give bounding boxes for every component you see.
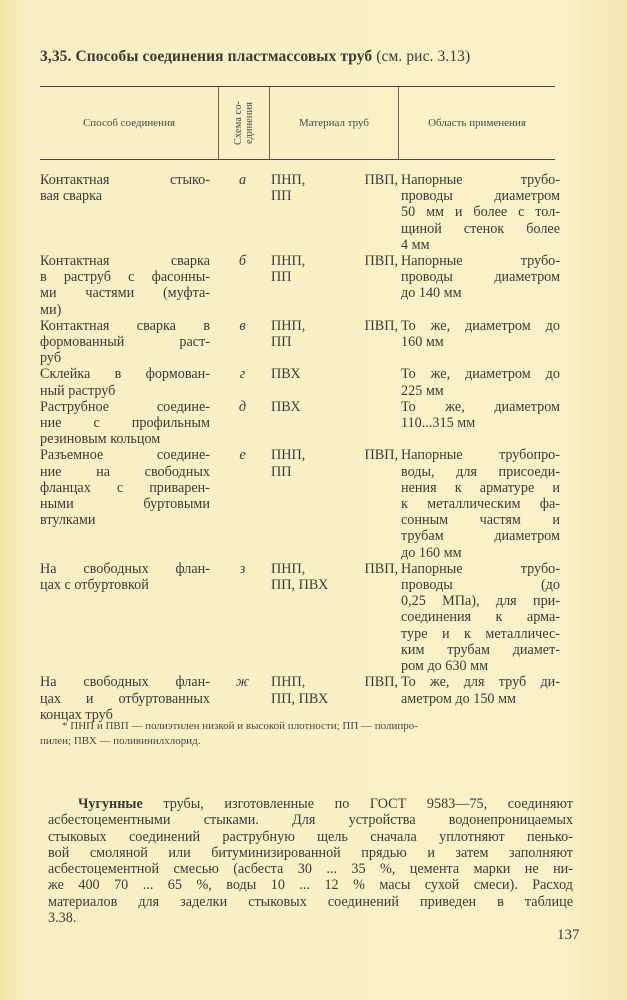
cell-method-line: ными буртовыми: [40, 496, 210, 513]
cell-application: [400, 172, 560, 253]
cell-method-line: цах и отбуртованных: [40, 690, 210, 707]
cell-material-line: [271, 318, 400, 334]
cell-method-line: вая сварка: [40, 188, 103, 205]
cell-method-line: резиновым кольцом: [40, 431, 161, 448]
cell-method-line: ми частями (муфта-: [40, 285, 210, 302]
cell-application-line: Напорные трубо-: [401, 560, 560, 577]
material-item: ПНП,: [271, 317, 306, 334]
table-number: 3,35.: [40, 48, 72, 65]
cell-application-line: сонным частям и: [401, 512, 560, 529]
cell-method-line: На свободных флан-: [40, 674, 210, 691]
cell-scheme: г: [239, 366, 246, 383]
cell-application-line: до 160 мм: [401, 544, 462, 561]
cell-application-line: 4 мм: [401, 236, 430, 253]
cell-method-line: На свободных флан-: [40, 560, 210, 577]
cell-application-line: проводы диаметром: [401, 188, 560, 205]
page-number: 137: [557, 927, 580, 943]
cell-application: [400, 366, 560, 398]
cell-method-line: руб: [40, 350, 62, 367]
material-item: ПВП,: [364, 253, 398, 270]
cell-method-line: Склейка в формован-: [40, 366, 210, 383]
header-application: [399, 87, 555, 159]
cell-application: [400, 674, 560, 706]
cell-method-line: Раструбное соедине-: [40, 398, 210, 415]
table-row: [40, 366, 565, 398]
cell-application-line: Напорные трубо-: [401, 253, 560, 270]
cell-material: [271, 366, 400, 382]
cell-method-line: в раструб с фасонны-: [40, 269, 210, 286]
material-item: ПВП,: [364, 674, 398, 691]
cell-method-line: концах труб: [40, 706, 113, 723]
cell-application: [400, 318, 560, 350]
header-scheme-line1: Схема со-: [232, 101, 244, 145]
cell-application-line: 0,25 МПа), для при-: [401, 593, 560, 610]
cell-application: [400, 399, 560, 431]
cell-material-line: [271, 172, 400, 188]
material-item: ПВХ: [271, 398, 301, 415]
cell-application-line: 50 мм и более с тол-: [401, 204, 560, 221]
cell-material: [271, 561, 400, 593]
footnote-line-1: * ПНП и ПВП — полиэтилен низкой и высокой плотности; ПП — полипро-: [62, 720, 418, 732]
cell-method-line: Разъемное соедине-: [40, 447, 210, 464]
paragraph-line: 3.38.: [48, 910, 77, 927]
cell-material: [271, 447, 400, 479]
table-row: [40, 253, 565, 318]
cell-method-line: ный раструб: [40, 382, 116, 399]
cell-application-line: Напорные трубопро-: [401, 447, 560, 464]
paragraph-line: стыковых соединений раструбную щель сначала уплотняют пенько-: [48, 828, 573, 845]
cell-application-line: То же, для труб ди-: [401, 674, 560, 691]
cell-application-line: до 140 мм: [401, 285, 462, 302]
cell-material-line: ПП: [271, 269, 292, 286]
cell-material: [271, 674, 400, 706]
paragraph-line: же 400 70 ... 65 %, воды 10 ... 12 % масы сухой смеси). Расход: [48, 877, 573, 894]
material-item: ПНП,: [271, 674, 306, 691]
cell-application-line: 160 мм: [401, 334, 444, 351]
cell-material-line: [271, 674, 400, 690]
cell-application-line: То же, диаметром: [401, 398, 560, 415]
material-item: ПВП,: [364, 172, 398, 188]
material-item: ПНП,: [271, 253, 306, 270]
cell-method: [40, 253, 210, 318]
cell-method-line: цах с отбуртовкой: [40, 577, 149, 594]
cell-application-line: ким трубам диамет-: [401, 641, 560, 658]
cell-method-line: ми): [40, 301, 62, 318]
cell-method-line: Контактная стыко-: [40, 172, 210, 188]
cell-scheme: е: [239, 447, 246, 464]
header-scheme: [219, 87, 270, 159]
cell-application-line: ром до 630 мм: [401, 658, 489, 675]
paragraph-line: асбестоцементными стыками. Для устройства водонепроницаемых: [48, 812, 573, 829]
cell-method-line: Контактная сварка в: [40, 317, 210, 334]
header-scheme-line2: единения: [243, 102, 255, 144]
cell-application-line: 110...315 мм: [401, 415, 476, 432]
cell-application: [400, 447, 560, 560]
paragraph-line: вой смоляной или битуминизированной прядью и затем заполняют: [48, 844, 573, 861]
cell-application-line: То же, диаметром до: [401, 366, 560, 383]
cell-scheme: з: [239, 560, 246, 577]
cell-method: [40, 366, 210, 398]
material-item: ПНП,: [271, 560, 306, 577]
table-footnote: [40, 719, 564, 749]
header-material: [270, 87, 399, 159]
cell-method: [40, 172, 210, 204]
header-scheme-label: [233, 101, 255, 145]
cell-application-line: То же, диаметром до: [401, 317, 560, 334]
cell-application: [400, 561, 560, 674]
cell-material-line: [271, 366, 400, 382]
table-row: [40, 561, 565, 674]
cell-application-line: туре и к металличес-: [401, 625, 560, 642]
cell-method: [40, 561, 210, 593]
cell-method-line: фланцах с приварен-: [40, 479, 210, 496]
header-method-label: Способ соединения: [82, 117, 176, 129]
cell-material-line: [271, 447, 400, 463]
cell-material: [271, 399, 400, 415]
material-item: ПНП,: [271, 447, 306, 464]
table-row: [40, 447, 565, 560]
cell-method-line: ние на свободных: [40, 463, 210, 480]
material-item: ПВП,: [364, 560, 398, 577]
cell-application-line: щиной стенок более: [401, 220, 560, 237]
cell-application-line: к металлическим фа-: [401, 496, 560, 513]
cell-scheme: ж: [235, 674, 250, 691]
cell-material-line: ПП, ПВХ: [271, 577, 329, 594]
material-item: ПВХ: [271, 366, 301, 383]
cell-method-line: ние с профильным: [40, 415, 210, 432]
cell-application-line: воды, для присоеди-: [401, 463, 560, 480]
table-row: [40, 399, 565, 448]
cell-material-line: [271, 253, 400, 269]
header-method: [40, 87, 219, 159]
cell-application-line: Напорные трубо-: [401, 172, 560, 188]
paragraph-line: асбестоцементной смесью (асбеста 30 ... 35 %, цемента марки не ни-: [48, 861, 573, 878]
paragraph-line: [48, 796, 573, 812]
header-material-label: Материал труб: [299, 117, 369, 129]
cell-material: [271, 318, 400, 350]
cell-application-line: аметром до 150 мм: [401, 690, 517, 707]
cell-scheme: в: [239, 317, 246, 334]
body-paragraph: [48, 796, 573, 926]
cell-material-line: [271, 561, 400, 577]
table-row: [40, 674, 565, 723]
table-title-text: Способы соединения пластмассовых труб: [75, 48, 373, 65]
cell-method: [40, 674, 210, 723]
cell-material-line: ПП: [271, 334, 292, 351]
cell-application: [400, 253, 560, 302]
cell-application-line: соединения к арма-: [401, 609, 560, 626]
cell-application-line: проводы диаметром: [401, 269, 560, 286]
cell-material: [271, 172, 400, 204]
cell-method: [40, 447, 210, 528]
cell-application-line: проводы (до: [401, 577, 560, 594]
cell-material: [271, 253, 400, 285]
cell-method: [40, 399, 210, 448]
cell-method-line: Контактная сварка: [40, 253, 210, 270]
footnote-line-2: пилен; ПВХ — поливинилхлорид.: [40, 735, 201, 747]
table-title: [40, 48, 470, 66]
material-item: ПВП,: [364, 317, 398, 334]
paragraph-line-text: трубы, изготовленные по ГОСТ 9583—75, соединяют: [142, 796, 573, 812]
cell-scheme: д: [238, 398, 247, 415]
header-application-label: Область применения: [428, 117, 526, 129]
cell-material-line: ПП: [271, 188, 292, 205]
paragraph-bold-lead: Чугунные: [78, 796, 143, 812]
cell-material-line: ПП: [271, 463, 292, 480]
cell-method: [40, 318, 210, 367]
table-figure-reference: (см. рис. 3.13): [376, 48, 471, 65]
cell-scheme: б: [238, 253, 247, 270]
material-item: ПВП,: [364, 447, 398, 464]
table-row: [40, 172, 565, 253]
cell-application-line: трубам диаметром: [401, 528, 560, 545]
table-body: [40, 172, 565, 723]
cell-material-line: ПП, ПВХ: [271, 690, 329, 707]
material-item: ПНП,: [271, 172, 306, 188]
cell-application-line: 225 мм: [401, 382, 444, 399]
table-row: [40, 318, 565, 367]
cell-material-line: [271, 399, 400, 415]
cell-scheme: а: [238, 172, 247, 188]
cell-application-line: нения к арматуре и: [401, 479, 560, 496]
cell-method-line: втулками: [40, 512, 96, 529]
table-header: [40, 86, 555, 160]
cell-method-line: формованный раст-: [40, 334, 210, 351]
paragraph-line: материалов для заделки стыковых соединений приведен в таблице: [48, 893, 573, 910]
